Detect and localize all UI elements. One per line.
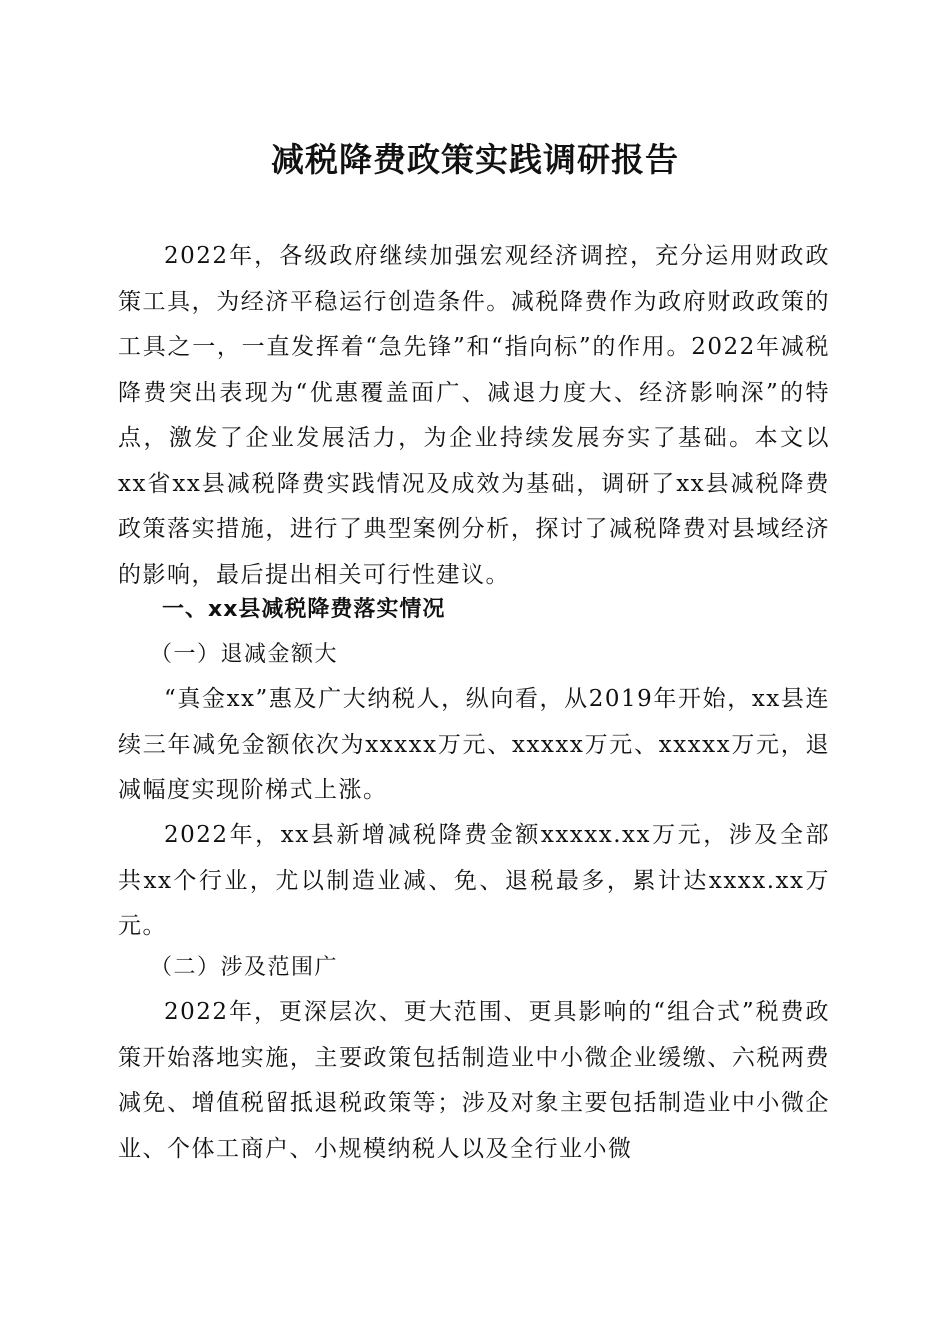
subsection-heading-1: （一）退减金额大	[150, 642, 339, 667]
paragraph: 2022年，更深层次、更大范围、更具影响的“组合式”税费政策开始落地实施，主要政策包括制造业中小微企业缓缴、六税两费减免、增值税留抵退税政策等；涉及对象主要包括制造业中小微企业、个体工商户、小规模纳税人以及全行业小微	[118, 999, 830, 1162]
intro-section	[118, 234, 830, 598]
intro-paragraph: 2022年，各级政府继续加强宏观经济调控，充分运用财政政策工具，为经济平稳运行创造条件。减税降费作为政府财政政策的工具之一，一直发挥着“急先锋”和“指向标”的作用。2022年减税降费突出表现为“优惠覆盖面广、减退力度大、经济影响深”的特点，激发了企业发展活力，为企业持续发展夯实了基础。本文以xx省xx县减税降费实践情况及成效为基础，调研了xx县减税降费政策落实措施，进行了典型案例分析，探讨了减税降费对县域经济的影响，最后提出相关可行性建议。	[118, 243, 830, 588]
paragraph: 2022年，xx县新增减税降费金额xxxxx.xx万元，涉及全部共xx个行业，尤以制造业减、免、退税最多，累计达xxxx.xx万元。	[118, 822, 830, 939]
section-heading-1: 一、xx县减税降费落实情况	[162, 597, 446, 622]
subsection-1-para-2	[118, 813, 830, 950]
document-title: 减税降费政策实践调研报告	[271, 140, 679, 179]
subsection-2-para-1	[118, 990, 830, 1172]
subsection-1-para-1	[118, 677, 830, 814]
subsection-heading-2: （二）涉及范围广	[150, 955, 339, 980]
paragraph: “真金xx”惠及广大纳税人，纵向看，从2019年开始，xx县连续三年减免金额依次为xxxxx万元、xxxxx万元、xxxxx万元，退减幅度实现阶梯式上涨。	[118, 686, 830, 803]
